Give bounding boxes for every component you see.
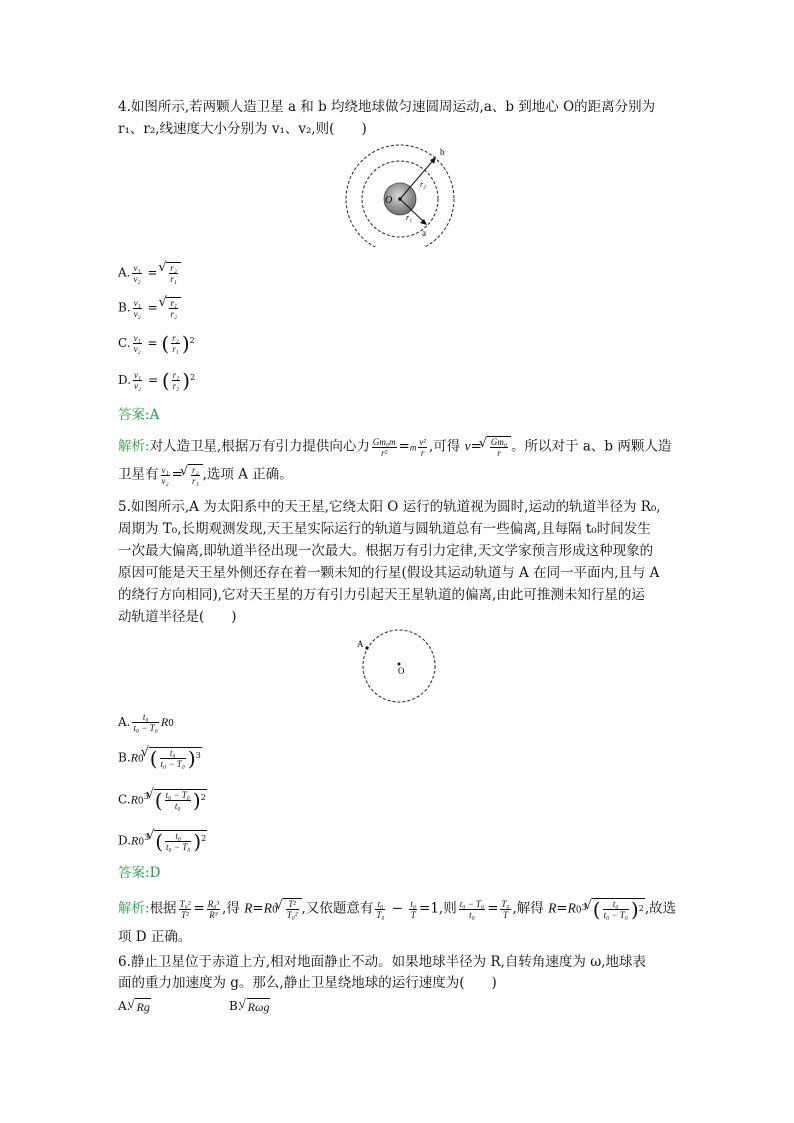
q4-option-d[interactable]: D. $\frac{\text{v₁}}{\text{v₂}}$ = ( $\frac{\text{r₁}}{\text{r₂}}$ )$^2$ bbox=[118, 368, 196, 393]
q6-option-a[interactable]: A.√ Rg bbox=[118, 998, 151, 1015]
q5-option-b[interactable]: B.R0√ ( $\frac{\text{t₀}}{\text{t₀ − T₀}}$ )$^3$ bbox=[118, 747, 202, 769]
q5-option-a[interactable]: A. $\frac{\text{t₀}}{\text{t₀ − T₀}}$ R0 bbox=[118, 712, 174, 733]
q5-option-c[interactable]: $C.R0^3√$ ( $\frac{\text{t₀ − T₀}}{\text{t₀}}$ )$^2$ bbox=[118, 789, 207, 811]
q4-stem-line-1: 4.如图所示,若两颗人造卫星 a 和 b 均绕地球做匀速圆周运动,a、b 到地心 O的距离分别为 bbox=[118, 99, 656, 115]
q5-stem-line-1: 5.如图所示,A 为太阳系中的天王星,它绕太阳 O 运行的轨道视为圆时,运动的轨道半径为 R₀, bbox=[118, 499, 661, 515]
q4-r1-label: r₁ bbox=[406, 213, 412, 222]
q6-stem-line-2: 面的重力加速度为 g。那么,静止卫星绕地球的运行速度为( ) bbox=[118, 975, 497, 991]
q5-explanation-line-2: 项 D 正确。 bbox=[118, 929, 192, 945]
q5-stem-line-6: 动轨道半径是( ) bbox=[118, 609, 237, 625]
q5-o-label: O bbox=[398, 666, 405, 676]
q5-stem-line-2: 周期为 T₀,长期观测发现,天王星实际运行的轨道与圆轨道总有一些偏离,且每隔 t₀时间发生 bbox=[118, 521, 651, 537]
q4-option-c[interactable]: C. $\frac{\text{v₁}}{\text{v₂}}$ = ( $\frac{\text{r₂}}{\text{r₁}}$ )$^2$ bbox=[118, 331, 195, 356]
q4-explanation-line-2: 卫星有 $\frac{\text{v₁}}{\text{v₂}}$ = √ $\frac{\text{r₂}}{\text{r₁}}$ ,选项 A 正确。 bbox=[118, 464, 293, 486]
q5-a-label: A bbox=[357, 639, 364, 649]
q4-center-label: O bbox=[385, 195, 393, 206]
q4-option-a[interactable]: A. $\frac{\text{v₁}}{\text{v₂}}$ = √ $\frac{\text{r₂}}{\text{r₁}}$ bbox=[118, 262, 181, 284]
q4-r2-label: r₂ bbox=[420, 180, 426, 189]
q5-orbit-figure bbox=[354, 628, 444, 704]
q4-orbit-figure bbox=[336, 142, 466, 247]
q5-stem-line-5: 的绕行方向相同),它对天王星的万有引力引起天王星轨道的偏离,由此可推测未知行星的运 bbox=[118, 587, 645, 603]
q4-answer: 答案:A bbox=[118, 407, 160, 423]
q4-b-label: b bbox=[440, 147, 445, 157]
q5-explanation-line-1: 解析:根据 $\frac{\text{T₀²}}{\text{T²}}$ = $\frac{\text{R₀³}}{\text{R³}}$ ,得 R=R0 √ $\frac{\text{T²}}{\text{T₀²}}$ ,又依题意有 $\frac{\text{t₀}}{\text{T₀}}$ − $\frac{\text{t₀}}{T}$ =1,则 $\frac{\text{t₀ − T₀}}{\text{t₀}}$ = $\frac{\text{T₀}}{T}$ ,解得 $R=R0^3√$ ( $\frac{\text{t₀}}{\text{t₀ − T₀}}$ )$^2$,故选 bbox=[118, 898, 676, 921]
q4-option-b[interactable]: B. $\frac{\text{v₁}}{\text{v₂}}$ = √ $\frac{\text{r₁}}{\text{r₂}}$ bbox=[118, 297, 181, 319]
q5-option-d[interactable]: $D.R0^3√$ ( $\frac{\text{t₀}}{\text{t₀ − T₀}}$ )$^2$ bbox=[118, 830, 207, 852]
q5-answer: 答案:D bbox=[118, 865, 161, 881]
q5-stem-line-4: 原因可能是天王星外侧还存在着一颗未知的行星(假设其运动轨道与 A 在同一平面内,且与 A bbox=[118, 565, 660, 581]
q4-a-label: a bbox=[422, 228, 426, 238]
q6-option-b[interactable]: B.√ Rωg bbox=[229, 998, 270, 1015]
q4-stem-line-2: r₁、r₂,线速度大小分别为 v₁、v₂,则( ) bbox=[118, 121, 367, 137]
q5-stem-line-3: 一次最大偏离,即轨道半径出现一次最大。根据万有引力定律,天文学家预言形成这种现象的 bbox=[118, 543, 654, 559]
q4-explanation-line-1: 解析:对人造卫星,根据万有引力提供向心力 $\frac{\text{Gm₀m}}{\text{r²}}$ =m $\frac{\text{v²}}{r}$ ,可得 v= √ $\frac{\text{Gm₀}}{r}$ 。所以对于 a、b 两颗人造 bbox=[118, 436, 671, 458]
q6-stem-line-1: 6.静止卫星位于赤道上方,相对地面静止不动。如果地球半径为 R,自转角速度为 ω,地球表 bbox=[118, 954, 647, 970]
